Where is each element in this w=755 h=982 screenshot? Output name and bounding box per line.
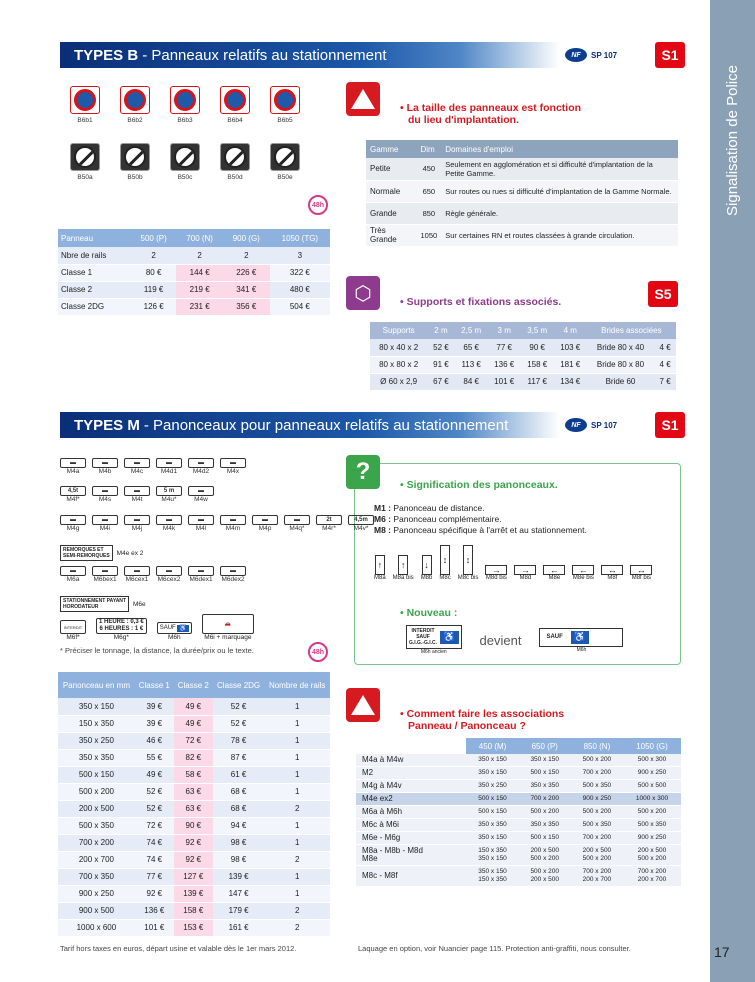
sidebar-title: Signalisation de Police [724, 64, 741, 216]
table-row: M4e ex2 500 x 150 700 x 200 900 x 250 1000 x 300 [356, 793, 681, 806]
table-m [58, 672, 330, 937]
no-parking-icon [124, 89, 146, 111]
assoc-title: • Comment faire les associations Panneau / Panonceau ? [400, 708, 565, 732]
signif-line: M6 : Panonceau complémentaire. [374, 514, 502, 524]
section-m-title-bold: TYPES M [74, 416, 140, 434]
arrow-icon: → [514, 565, 536, 575]
nf-logo: NF [565, 48, 587, 62]
table-row: 80 x 80 x 2 91 € 113 € 136 € 158 € 181 € Bride 80 x 80 4 € [370, 356, 676, 373]
panonceau-image: 2t [316, 515, 342, 525]
sign-image [270, 143, 300, 171]
end-restriction-icon [224, 146, 246, 168]
m6e-sign: STATIONNEMENT PAYANT HORODATEUR [60, 596, 129, 612]
signif-line: M1 : Panonceau de distance. [374, 503, 485, 513]
signif-line: M8 : Panonceau spécifique à l'arrêt et au stationnement. [374, 525, 587, 535]
no-parking-icon [74, 89, 96, 111]
vehicle-icon: ▬ [102, 460, 108, 466]
arrow-signs [374, 545, 652, 581]
panonceau-image [156, 515, 182, 525]
table-row: Ø 60 x 2,9 67 € 84 € 101 € 117 € 134 € Bride 60 7 € [370, 373, 676, 390]
panonceau-m4g: ▬ M4g [60, 515, 86, 532]
m6g-sign: 1 HEURE : 0,3 € 6 HEURES : 1 € [96, 618, 147, 634]
m4e-sign: REMORQUES ET SEMI-REMORQUES [60, 545, 113, 561]
nf-logo-m: NF [565, 418, 587, 432]
vehicle-icon: ▬ [198, 460, 204, 466]
vehicle-icon: ▬ [70, 517, 76, 523]
m6f-sign: INTERDIT [60, 620, 86, 634]
sign-image [70, 143, 100, 171]
panonceau-image: 4,5m [348, 515, 374, 525]
supports-panel [346, 276, 678, 386]
panonceau-image [92, 458, 118, 468]
vehicle-icon: ▬ [102, 488, 108, 494]
panonceau-image [124, 486, 150, 496]
end-restriction-icon [174, 146, 196, 168]
sign-b50e: B50e [260, 143, 310, 181]
signification-title: • Signification des panonceaux. [400, 479, 558, 491]
vehicle-icon: ▬ [262, 517, 268, 523]
table-row: M8c - M8f 350 x 150 150 x 350 500 x 200 200 x 500 700 x 200 200 x 700 700 x 200 200 x 700 [356, 866, 681, 887]
sign-image [120, 143, 150, 171]
m-row-2 [60, 486, 214, 503]
sign-b50c: B50c [160, 143, 210, 181]
assoc-header: 850 (N) [571, 738, 623, 754]
table-row: M4g à M4v 350 x 250 350 x 350 500 x 350 500 x 500 [356, 780, 681, 793]
arrow-icon: ← [572, 565, 594, 575]
panonceau-image [156, 458, 182, 468]
table-b [58, 229, 330, 316]
end-restriction-icon [274, 146, 296, 168]
panonceau-m4i: ▬ M4i [92, 515, 118, 532]
table-row: M4a à M4w 350 x 150 350 x 150 500 x 200 500 x 300 [356, 754, 681, 767]
supports-header: Brides associées [587, 322, 676, 339]
table-row: Classe 2DG 126 € 231 € 356 € 504 € [58, 298, 330, 315]
panonceau-image [60, 515, 86, 525]
panonceau-image [60, 458, 86, 468]
vehicle-icon: ▬ [198, 517, 204, 523]
table-row: Petite 450 Seulement en agglomération et si difficulté d'implantation de la Petite Gamme. [366, 158, 678, 180]
vehicle-icon: ▬ [102, 568, 108, 574]
sign-b50b: B50b [110, 143, 160, 181]
table-row: 80 x 40 x 2 52 € 65 € 77 € 90 € 103 € Bride 80 x 40 4 € [370, 339, 676, 356]
sign-b50a: B50a [60, 143, 110, 181]
panonceau-image: 5 m [156, 486, 182, 496]
table-row: M6c à M6i 350 x 350 350 x 350 500 x 350 500 x 350 [356, 819, 681, 832]
table-b-header: 500 (P) [131, 229, 177, 247]
vehicle-icon: ▬ [166, 517, 172, 523]
taille-title: • La taille des panneaux est fonction du lieu d'implantation. [400, 102, 582, 126]
supports-header: 2,5 m [455, 322, 488, 339]
nf-sp: SP 107 [591, 50, 618, 60]
m6h-sign: SAUF ♿ [157, 622, 192, 634]
panonceau-m4t: ▬ M4t [124, 486, 150, 503]
badge-s1: S1 [655, 42, 685, 68]
arrow-icon: → [485, 565, 507, 575]
table-row: 500 x 150 49 € 58 € 61 € 1 [58, 766, 330, 783]
table-row: 900 x 500 136 € 158 € 179 € 2 [58, 902, 330, 919]
arrow-sign-m8dbis: → M8d bis [485, 565, 507, 581]
table-row: 150 x 350 39 € 49 € 52 € 1 [58, 715, 330, 732]
panonceau-image [124, 566, 150, 576]
table-m-header: Classe 1 [135, 672, 174, 698]
hexagon-icon: ⬡ [346, 276, 380, 310]
arrow-icon: ↓ [422, 555, 432, 575]
panonceau-image [188, 566, 214, 576]
panonceau-m4d2: ▬ M4d2 [188, 458, 214, 475]
note: * Préciser le tonnage, la distance, la durée/prix ou le texte. [60, 646, 254, 655]
sign-b6b1: B6b1 [60, 86, 110, 124]
table-row: Grande 850 Règle générale. [366, 202, 678, 224]
vehicle-icon: ▬ [294, 517, 300, 523]
arrow-icon: ← [543, 565, 565, 575]
panonceau-image [92, 486, 118, 496]
panonceau-m4q: ▬ M4q* [284, 515, 310, 532]
panonceau-m6dex1: ▬ M6dex1 [189, 568, 213, 583]
supports-title: • Supports et fixations associés. [400, 296, 562, 308]
table-m-header: Nombre de rails [264, 672, 330, 698]
panonceau-m6dex2: ▬ M6dex2 [221, 568, 245, 583]
arrow-sign-m8ebis: ← M8e bis [572, 565, 594, 581]
table-row: Nbre de rails 2 2 2 3 [58, 247, 330, 264]
wheelchair-icon-old: ♿ [440, 631, 458, 644]
arrow-sign-m8f: ↔ M8f [601, 565, 623, 581]
table-row: 1000 x 600 101 € 153 € 161 € 2 [58, 919, 330, 936]
car-icon: 🚗 [224, 621, 231, 627]
table-row: M6e - M6g 350 x 150 500 x 150 700 x 200 900 x 250 [356, 832, 681, 845]
m-row-5: INTERDIT M6f* 1 HEURE : 0,3 € 6 HEURES : 1 € M6g* SAUF ♿ M6h 🚗 M6i + marquage [60, 614, 254, 641]
taille-header: Domaines d'emploi [441, 140, 678, 158]
table-row: 500 x 350 72 € 90 € 94 € 1 [58, 817, 330, 834]
panonceau-image [284, 515, 310, 525]
table-row: 350 x 350 55 € 82 € 87 € 1 [58, 749, 330, 766]
panonceau-m4l: ▬ M4l [188, 515, 214, 532]
arrow-icon: ↔ [630, 565, 652, 575]
table-row: M6a à M6h 500 x 150 500 x 200 500 x 200 500 x 200 [356, 806, 681, 819]
assoc-header: 650 (P) [519, 738, 571, 754]
arrow-sign-m8a: ↑ M8a [374, 555, 386, 581]
end-restriction-icon [74, 146, 96, 168]
sign-b6b4: B6b4 [210, 86, 260, 124]
table-row: M8a - M8b - M8d M8e 150 x 350 350 x 150 200 x 500 500 x 200 200 x 500 500 x 200 200 x 500 500 x 200 [356, 845, 681, 866]
vehicle-icon: ▬ [134, 488, 140, 494]
panonceau-image [220, 458, 246, 468]
arrow-sign-m8fbis: ↔ M8f bis [631, 565, 652, 581]
vehicle-icon: ▬ [134, 568, 140, 574]
arrow-icon: ↑ [375, 555, 385, 575]
nf-mark [565, 48, 617, 62]
table-row: Classe 1 80 € 144 € 226 € 322 € [58, 264, 330, 281]
panonceau-m4j: ▬ M4j [124, 515, 150, 532]
sign-image [220, 86, 250, 114]
panonceau-m6cex1: ▬ M6cex1 [125, 568, 149, 583]
table-b-header: 900 (G) [223, 229, 270, 247]
table-row: 700 x 200 74 € 92 € 98 € 1 [58, 834, 330, 851]
panonceau-m4r: 2t M4r* [316, 515, 342, 532]
supports-header: 3,5 m [521, 322, 554, 339]
supports-header: 3 m [488, 322, 521, 339]
panonceau-image [156, 566, 182, 576]
vehicle-icon: ▬ [134, 460, 140, 466]
table-row: 900 x 250 92 € 139 € 147 € 1 [58, 885, 330, 902]
panonceau-image [220, 566, 246, 576]
question-icon: ? [346, 455, 380, 489]
panonceau-m4d1: ▬ M4d1 [156, 458, 182, 475]
panonceau-m4b: ▬ M4b [92, 458, 118, 475]
sign-image [170, 86, 200, 114]
panonceau-image [188, 515, 214, 525]
nouveau-row: INTERDIT SAUF G.I.G.-G.I.C. ♿ M6h ancien devient SAUF ♿ M6h [406, 625, 623, 655]
sign-b6b3: B6b3 [160, 86, 210, 124]
panonceau-m4p: ▬ M4p [252, 515, 278, 532]
m-row-1 [60, 458, 246, 475]
nf-sp-m: SP 107 [591, 420, 618, 430]
panonceau-image [252, 515, 278, 525]
table-m-header: Classe 2DG [213, 672, 265, 698]
panonceau-m4a: ▬ M4a [60, 458, 86, 475]
vehicle-icon: ▬ [134, 517, 140, 523]
supports-header: 2 m [427, 322, 454, 339]
signs-row-2 [60, 143, 310, 181]
wheelchair-icon: ♿ [179, 625, 187, 632]
signification-lines [374, 503, 587, 536]
page-number: 17 [714, 944, 730, 960]
taille-table [366, 140, 678, 247]
section-b-title-bold: TYPES B [74, 46, 139, 64]
table-row: Normale 650 Sur routes ou rues si difficulté d'implantation de la Gamme Normale. [366, 180, 678, 202]
panonceau-image [124, 515, 150, 525]
panonceau-m4c: ▬ M4c [124, 458, 150, 475]
arrow-icon: ↕ [440, 545, 450, 575]
wheelchair-icon-new: ♿ [571, 631, 589, 644]
arrow-sign-m8e: ← M8e [543, 565, 565, 581]
footer-left: Tarif hors taxes en euros, départ usine et valable dès le 1er mars 2012. [60, 944, 297, 953]
panonceau-image [124, 458, 150, 468]
panonceau-m6a: ▬ M6a [60, 566, 86, 583]
sign-image [120, 86, 150, 114]
panonceau-image [92, 515, 118, 525]
panonceau-m4u: 5 m M4u* [156, 486, 182, 503]
m6i-sign [202, 614, 254, 634]
m4e [60, 545, 143, 561]
arrow-sign-m8cbis: ↕ M8c bis [458, 545, 479, 581]
m6h-old-sign: INTERDIT SAUF G.I.G.-G.I.C. ♿ [406, 625, 462, 649]
table-row: 200 x 700 74 € 92 € 98 € 2 [58, 851, 330, 868]
m6e-label: M6e [132, 600, 146, 608]
arrow-icon: ↕ [463, 545, 473, 575]
no-parking-icon [224, 89, 246, 111]
vehicle-icon: ▬ [198, 568, 204, 574]
sidebar [710, 0, 755, 982]
nf-mark-m [565, 418, 617, 432]
vehicle-icon: ▬ [230, 517, 236, 523]
no-parking-icon [274, 89, 296, 111]
assoc-header: 1050 (G) [623, 738, 681, 754]
panonceau-m6bex1: ▬ M6bex1 [93, 568, 117, 583]
panonceau-image [188, 458, 214, 468]
chrono-48h-icon-m: 48h [308, 642, 328, 662]
panonceau-m6cex2: ▬ M6cex2 [157, 568, 181, 583]
devient: devient [479, 632, 522, 648]
m4e-label: M4e ex 2 [116, 549, 144, 557]
warning-icon [346, 82, 380, 116]
table-row: 200 x 500 52 € 63 € 68 € 2 [58, 800, 330, 817]
m-row-3 [60, 515, 374, 532]
panonceau-m4k: ▬ M4k [156, 515, 182, 532]
panonceau-m4m: ▬ M4m [220, 515, 246, 532]
panonceau-m4v: 4,5m M4v* [348, 515, 374, 532]
taille-panel [346, 82, 678, 262]
vehicle-icon: ▬ [166, 460, 172, 466]
vehicle-icon: ▬ [70, 460, 76, 466]
section-m-header [60, 412, 560, 438]
panonceau-m4s: ▬ M4s [92, 486, 118, 503]
no-parking-icon [174, 89, 196, 111]
vehicle-icon: ▬ [70, 568, 76, 574]
arrow-icon: ↔ [601, 565, 623, 575]
sign-image [270, 86, 300, 114]
badge-s5: S5 [648, 281, 678, 307]
arrow-sign-m8b: ↓ M8b [421, 555, 433, 581]
vehicle-icon: ▬ [230, 460, 236, 466]
arrow-sign-m8d: → M8d [514, 565, 536, 581]
warning-icon-2 [346, 688, 380, 722]
panonceau-image: 4,5t [60, 486, 86, 496]
sign-b6b2: B6b2 [110, 86, 160, 124]
vehicle-icon: ▬ [166, 568, 172, 574]
assoc-table [356, 738, 681, 887]
table-b-header: 1050 (TG) [270, 229, 330, 247]
panonceau-image [220, 515, 246, 525]
supports-table [370, 322, 676, 391]
section-b-header [60, 42, 560, 68]
table-row: M2 350 x 150 500 x 150 700 x 200 900 x 250 [356, 767, 681, 780]
sign-image [70, 86, 100, 114]
end-restriction-icon [124, 146, 146, 168]
table-b-header: Panneau [58, 229, 131, 247]
m6e [60, 596, 146, 612]
sign-b6b5: B6b5 [260, 86, 310, 124]
arrow-sign-m8c: ↕ M8c [439, 545, 450, 581]
panonceau-m4w: ▬ M4w [188, 486, 214, 503]
assoc-header: 450 (M) [466, 738, 518, 754]
panonceau-m4f: 4,5t M4f* [60, 486, 86, 503]
table-row: 700 x 350 77 € 127 € 139 € 1 [58, 868, 330, 885]
table-b-header: 700 (N) [176, 229, 222, 247]
supports-header: Supports [370, 322, 427, 339]
taille-header: Gamme [366, 140, 417, 158]
section-m-title: - Panonceaux pour panneaux relatifs au stationnement [143, 416, 509, 434]
section-b-title: - Panneaux relatifs au stationnement [142, 46, 387, 64]
taille-header: Dim [417, 140, 442, 158]
sign-b50d: B50d [210, 143, 260, 181]
vehicle-icon: ▬ [198, 488, 204, 494]
assoc-header [356, 738, 466, 754]
assoc-panel [346, 688, 681, 928]
panonceau-image [60, 566, 86, 576]
signs-row-1 [60, 86, 310, 124]
panonceau-image [188, 486, 214, 496]
sign-image [220, 143, 250, 171]
table-row: Classe 2 119 € 219 € 341 € 480 € [58, 281, 330, 298]
table-row: 500 x 200 52 € 63 € 68 € 1 [58, 783, 330, 800]
panonceau-image [92, 566, 118, 576]
footer-right: Laquage en option, voir Nuancier page 115. Protection anti-graffiti, nous consulter. [358, 944, 631, 953]
nouveau-title: • Nouveau : [400, 607, 458, 619]
signification-panel [346, 455, 681, 665]
table-m-header: Classe 2 [174, 672, 213, 698]
supports-header: 4 m [554, 322, 587, 339]
chrono-48h-icon: 48h [308, 195, 328, 215]
badge-s1-m: S1 [655, 412, 685, 438]
panonceau-m4x: ▬ M4x [220, 458, 246, 475]
sign-image [170, 143, 200, 171]
vehicle-icon: ▬ [102, 517, 108, 523]
table-row: 350 x 150 39 € 49 € 52 € 1 [58, 698, 330, 715]
arrow-icon: ↑ [398, 555, 408, 575]
m-row-4 [60, 566, 246, 583]
table-row: 350 x 250 46 € 72 € 78 € 1 [58, 732, 330, 749]
vehicle-icon: ▬ [230, 568, 236, 574]
m6h-new-sign: SAUF ♿ [539, 628, 623, 647]
table-m-header: Panonceau en mm [58, 672, 135, 698]
table-row: Très Grande 1050 Sur certaines RN et routes classées à grande circulation. [366, 224, 678, 246]
arrow-sign-m8abis: ↑ M8a bis [393, 555, 414, 581]
